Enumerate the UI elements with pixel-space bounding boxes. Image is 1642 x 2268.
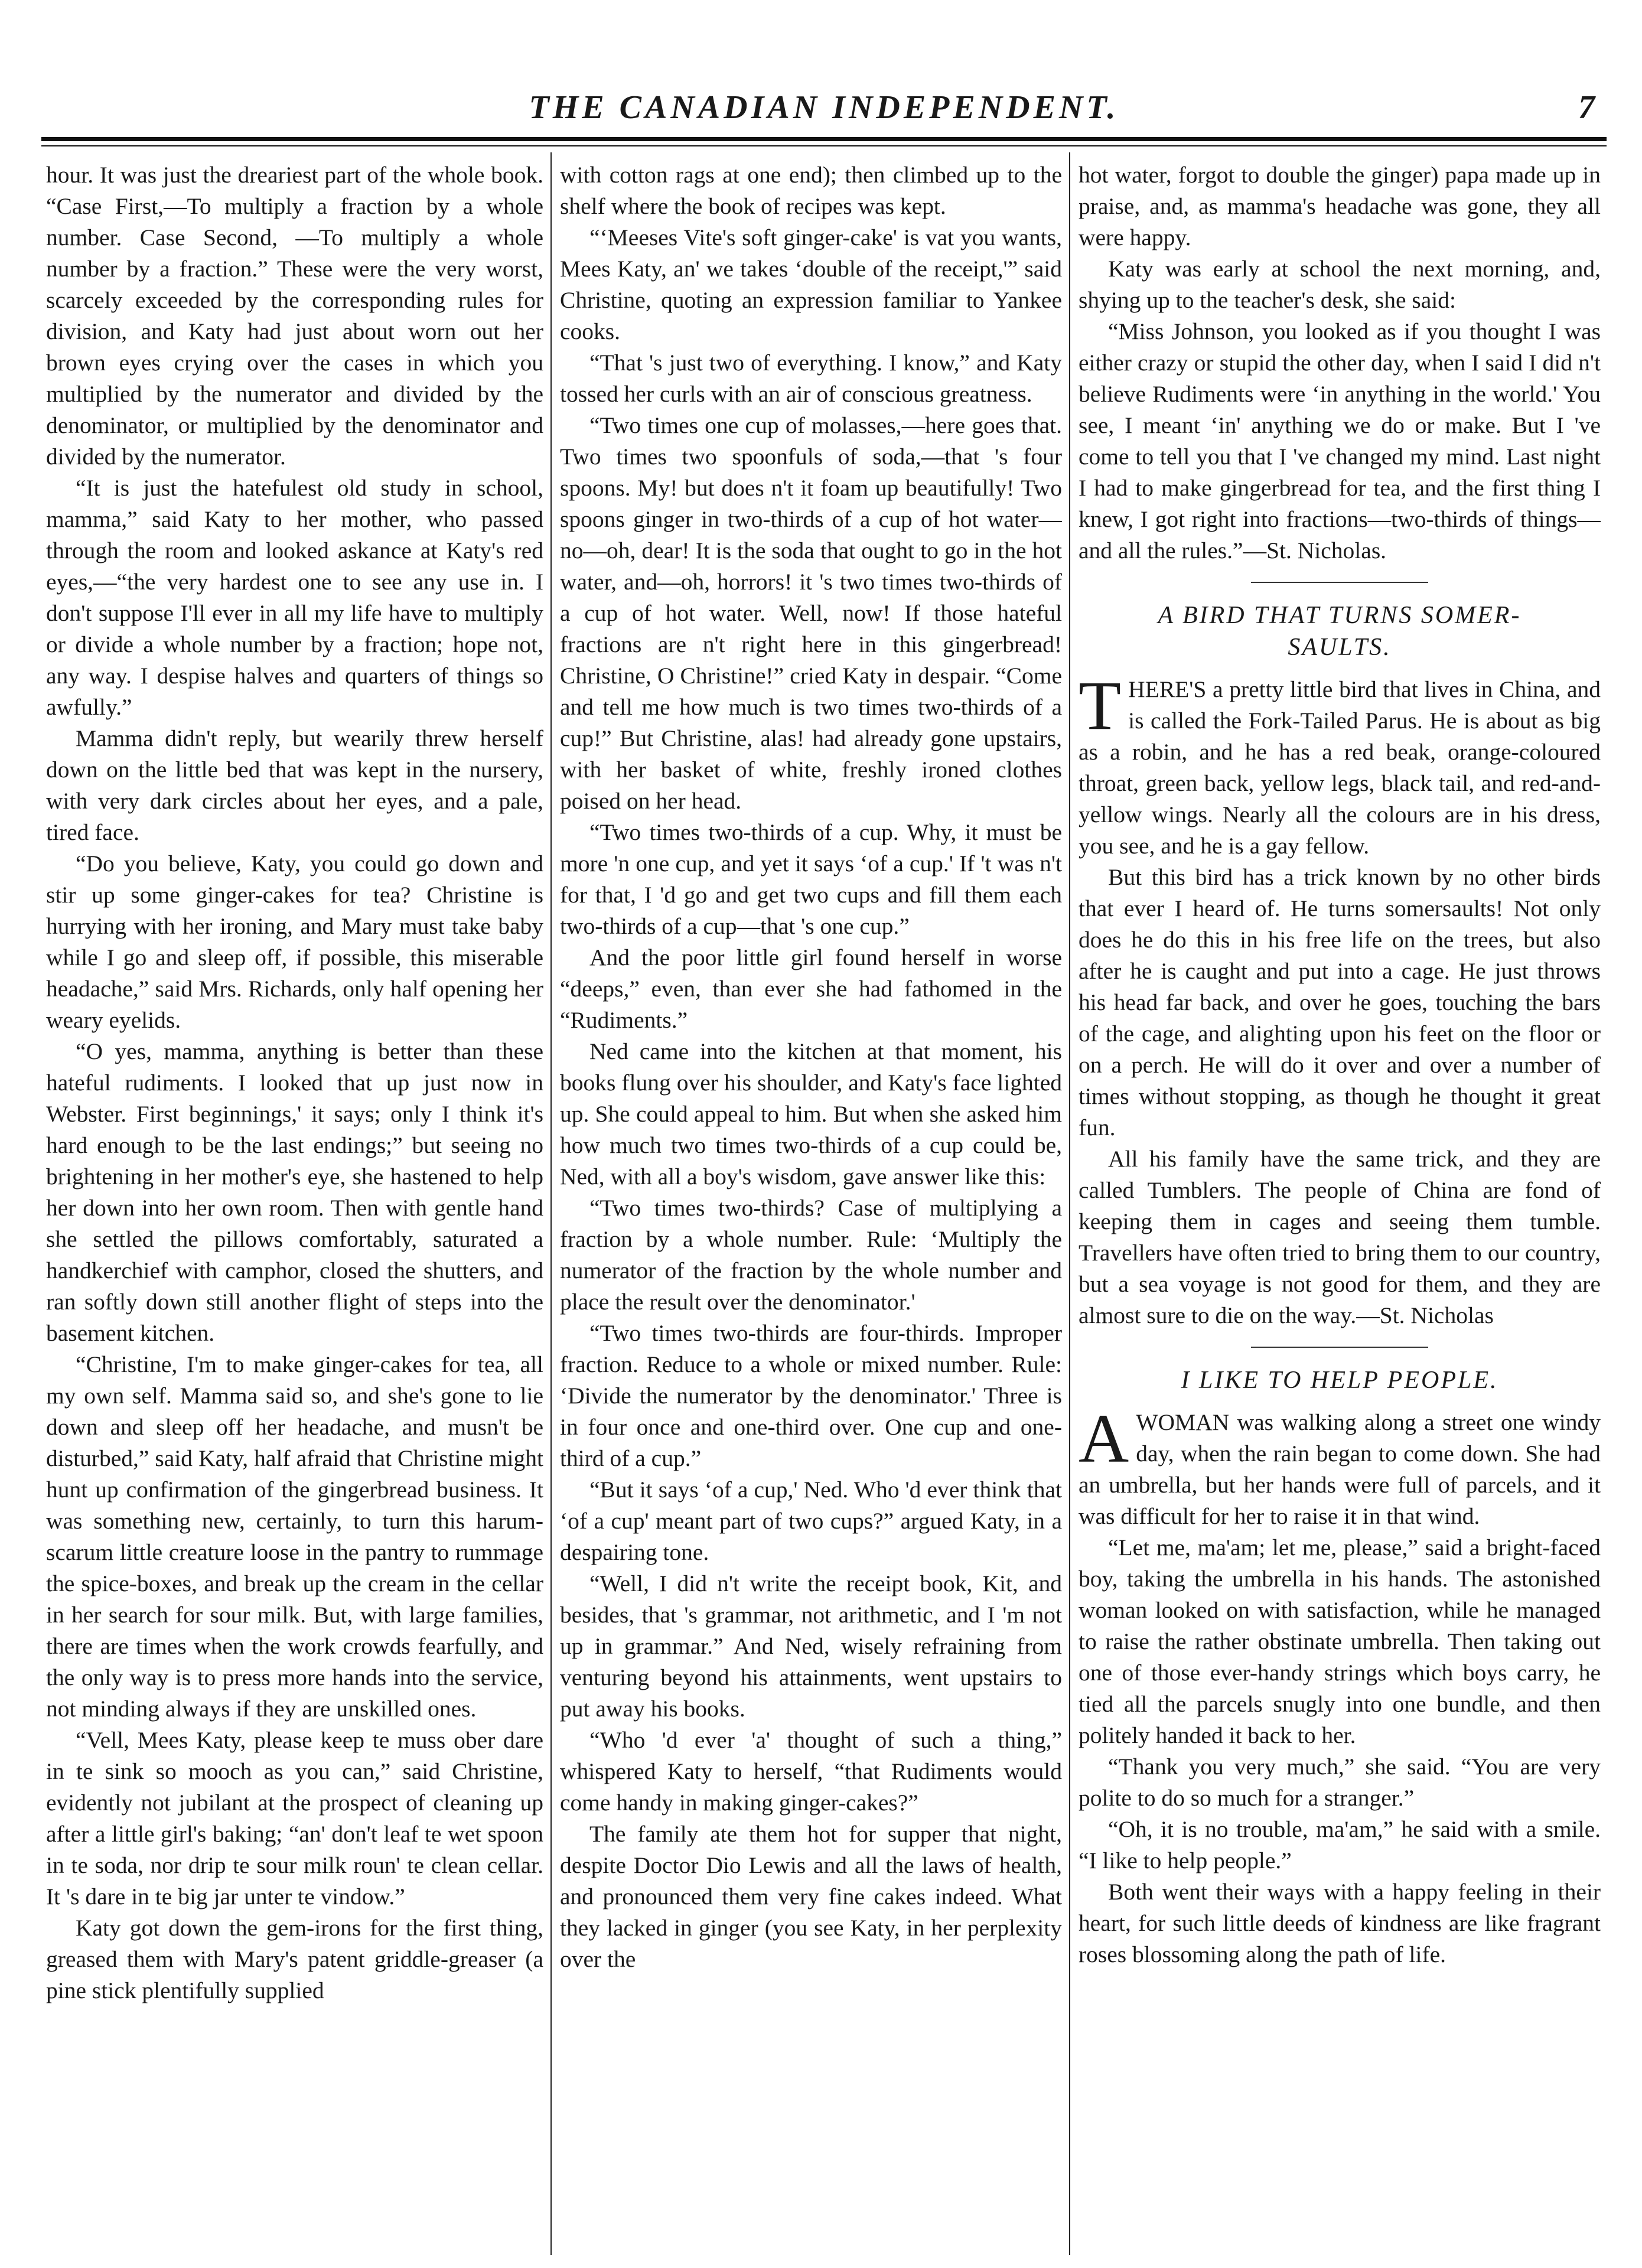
header-rule: [41, 137, 1607, 141]
paragraph: Katy was early at school the next morning, and, shying up to the teacher's desk, she said:: [1079, 256, 1601, 313]
article-title-bird: [1079, 599, 1601, 663]
paragraph: “Two times one cup of molasses,—here goes that. Two times two spoonfuls of soda,—that 's four spoons. My! but does n't it foam up beautifully! Two spoons ginger in two-thirds of a cup of hot water—no—oh, dear! It is the soda that ought to go in the hot water, and—oh, horrors! it 's two times two-thirds of a cup of hot water. Well, now! If those hateful fractions are n't right here in this gingerbread! Christine, O Christine!” cried Katy in despair. “Come and tell me how much is two times two-thirds of a cup!” But Christine, alas! had already gone upstairs, with her basket of white, freshly ironed clothes poised on her head.: [560, 412, 1062, 814]
paragraph: “Do you believe, Katy, you could go down and stir up some ginger-cakes for tea? Christine is hurrying with her ironing, and Mary must take baby while I go and sleep off, if possible, this miserable headache,” said Mrs. Richards, only half opening her weary eyelids.: [46, 850, 543, 1033]
paragraph: Both went their ways with a happy feeling in their heart, for such little deeds of kindness are like fragrant roses blossoming along the path of life.: [1079, 1879, 1601, 1967]
column-2: [560, 159, 1062, 2238]
column-divider: [1069, 152, 1070, 2255]
paragraph: “‘Meeses Vite's soft ginger-cake' is vat you wants, Mees Katy, an' we takes ‘double of the receipt,'” said Christine, quoting an expression familiar to Yankee cooks.: [560, 224, 1062, 344]
paragraph: “Let me, ma'am; let me, please,” said a bright-faced boy, taking the umbrella in his hands. The astonished woman looked on with satisfaction, while he managed to raise the rather obstinate umbrella. Then taking out one of those ever-handy strings which boys carry, he tied all the parcels snugly into one bundle, and then politely handed it back to her.: [1079, 1534, 1601, 1748]
paragraph: “Two times two-thirds of a cup. Why, it must be more 'n one cup, and yet it says ‘of a cup.' If 't was n't for that, I 'd go and get two cups and fill them each two-thirds of a cup—that 's one cup.”: [560, 819, 1062, 939]
paragraph: hot water, forgot to double the ginger) papa made up in praise, and, as mamma's headache was gone, they all were happy.: [1079, 162, 1601, 250]
column-divider: [550, 152, 552, 2255]
drop-cap: T: [1079, 667, 1122, 744]
column-1: [46, 159, 543, 2238]
paragraph: “Who 'd ever 'a' thought of such a thing,” whispered Katy to herself, “that Rudiments would come handy in making ginger-cakes?”: [560, 1727, 1062, 1816]
paragraph: “Oh, it is no trouble, ma'am,” he said with a smile. “I like to help people.”: [1079, 1816, 1601, 1873]
paragraph: [1079, 1400, 1601, 1532]
paragraph: The family ate them hot for supper that night, despite Doctor Dio Lewis and all the laws of health, and pronounced them very fine cakes indeed. What they lacked in ginger (you see Katy, in her perplexity over the: [560, 1821, 1062, 1972]
paragraph: “Thank you very much,” she said. “You are very polite to do so much for a stranger.”: [1079, 1754, 1601, 1811]
section-separator: [1251, 1347, 1428, 1348]
paragraph: “Vell, Mees Katy, please keep te muss ober dare in te sink so mooch as you can,” said Christine, evidently not jubilant at the prospect of cleaning up after a little girl's baking; “an' don't leaf te wet spoon in te soda, nor drip te sour milk roun' te clean cellar. It 's dare in te big jar unter te vindow.”: [46, 1727, 543, 1909]
article-title-help: I LIKE TO HELP PEOPLE.: [1181, 1367, 1498, 1394]
paragraph: But this bird has a trick known by no other birds that ever I heard of. He turns somersaults! Not only does he do this in his free life on the trees, but also after he is caught and put into a cage. He just throws his head far back, and over he goes, touching the bars of the cage, and alighting upon his feet on the floor or on a perch. He will do it over and over a number of times without stopping, as though he thought it great fun.: [1079, 864, 1601, 1140]
paragraph: “O yes, mamma, anything is better than these hateful rudiments. I looked that up just now in Webster. First beginnings,' it says; only I think it's hard enough to be the last endings;” but seeing no brightening in her mother's eye, she hastened to help her down into her own room. Then with gentle hand she settled the pillows comfortably, saturated a handkerchief with camphor, closed the shutters, and ran softly down still another flight of steps into the basement kitchen.: [46, 1038, 543, 1346]
paragraph: hour. It was just the dreariest part of the whole book. “Case First,—To multiply a fraction by a whole number. Case Second, —To multiply a whole number by a fraction.” These were the very worst, scarcely exceeded by the corresponding rules for division, and Katy had just about worn out her brown eyes crying over the cases in which you multiplied by the numerator and divided by the denominator, or multiplied by the denominator and divided by the numerator.: [46, 162, 543, 470]
paragraph: “Two times two-thirds are four-thirds. Improper fraction. Reduce to a whole or mixed number. Rule: ‘Divide the numerator by the denominator.' Three is in four once and one-third over. One cup and one-third of a cup.”: [560, 1320, 1062, 1471]
paragraph: “But it says ‘of a cup,' Ned. Who 'd ever think that ‘of a cup' meant part of two cups?” argued Katy, in a despairing tone.: [560, 1477, 1062, 1565]
paragraph: “Two times two-thirds? Case of multiplying a fraction by a whole number. Rule: ‘Multiply the numerator of the fraction by the whole number and place the result over the denominator.': [560, 1195, 1062, 1315]
paragraph: Katy got down the gem-irons for the first thing, greased them with Mary's patent griddle-greaser (a pine stick plentifully supplied: [46, 1915, 543, 2003]
drop-cap: A: [1079, 1400, 1129, 1477]
paragraph: [1079, 667, 1601, 862]
article-title-line: A BIRD THAT TURNS SOMER-: [1158, 602, 1522, 629]
paragraph: “Christine, I'm to make ginger-cakes for tea, all my own self. Mamma said so, and she's gone to lie down and sleep off her headache, and musn't be disturbed,” said Katy, half afraid that Christine might hunt up confirmation of the gingerbread business. It was something new, certainly, to turn this harum-scarum little creature loose in the pantry to rummage the spice-boxes, and break up the cream in the cellar in her search for sour milk. But, with large families, there are times when the work crowds fearfully, and the only way is to press more hands into the service, not minding always if they are unskilled ones.: [46, 1351, 543, 1722]
paragraph: “Miss Johnson, you looked as if you thought I was either crazy or stupid the other day, when I said I did n't believe Rudiments were ‘in anything in the world.' You see, I meant ‘in' anything we do or make. But I 've come to tell you that I 've changed my mind. Last night I had to make gingerbread for tea, and the first thing I knew, I got right into fractions—two-thirds of things—and all the rules.”—St. Nicholas.: [1079, 318, 1601, 563]
paragraph: Mamma didn't reply, but wearily threw herself down on the little bed that was kept in the nursery, with very dark circles about her eyes, and a pale, tired face.: [46, 725, 543, 845]
page-header: [41, 89, 1607, 136]
paragraph: “Well, I did n't write the receipt book, Kit, and besides, that 's grammar, not arithmetic, and I 'm not up in grammar.” And Ned, wisely refraining from venturing beyond his attainments, went upstairs to put away his books.: [560, 1570, 1062, 1722]
paragraph: with cotton rags at one end); then climbed up to the shelf where the book of recipes was kept.: [560, 162, 1062, 219]
header-rule-thin: [41, 145, 1607, 146]
paragraph-text: HERE'S a pretty little bird that lives in China, and is called the Fork-Tailed Parus. He is about as big as a robin, and he has a red beak, orange-coloured throat, green back, yellow legs, black tail, and red-and-yellow wings. Nearly all the colours are in his dress, you see, and he is a gay fellow.: [1079, 676, 1601, 859]
paragraph: Ned came into the kitchen at that moment, his books flung over his shoulder, and Katy's face lighted up. She could appeal to him. But when she asked him how much two times two-thirds of a cup could be, Ned, with all a boy's wisdom, gave answer like this:: [560, 1038, 1062, 1190]
column-3: [1079, 159, 1601, 2238]
page-number: 7: [1578, 89, 1595, 126]
paragraph: And the poor little girl found herself in worse “deeps,” even, than ever she had fathomed in the “Rudiments.”: [560, 944, 1062, 1033]
paragraph: All his family have the same trick, and they are called Tumblers. The people of China are fond of keeping them in cages and seeing them tumble. Travellers have often tried to bring them to our country, but a sea voyage is not good for them, and they are almost sure to die on the way.—St. Nicholas: [1079, 1146, 1601, 1328]
article-title-line: SAULTS.: [1288, 634, 1392, 661]
paragraph: “It is just the hatefulest old study in school, mamma,” said Katy to her mother, who passed through the room and looked askance at Katy's red eyes,—“the very hardest one to see any use in. I don't suppose I'll ever in all my life have to multiply or divide a whole number by a fraction; hope not, any way. I despise halves and quarters of things so awfully.”: [46, 475, 543, 720]
section-separator: [1251, 582, 1428, 583]
paragraph: “That 's just two of everything. I know,” and Katy tossed her curls with an air of conscious greatness.: [560, 350, 1062, 407]
publication-title: THE CANADIAN INDEPENDENT.: [529, 89, 1119, 126]
paragraph-text: WOMAN was walking along a street one windy day, when the rain began to come down. She had an umbrella, but her hands were full of parcels, and it was difficult for her to raise it in that wind.: [1079, 1409, 1601, 1529]
